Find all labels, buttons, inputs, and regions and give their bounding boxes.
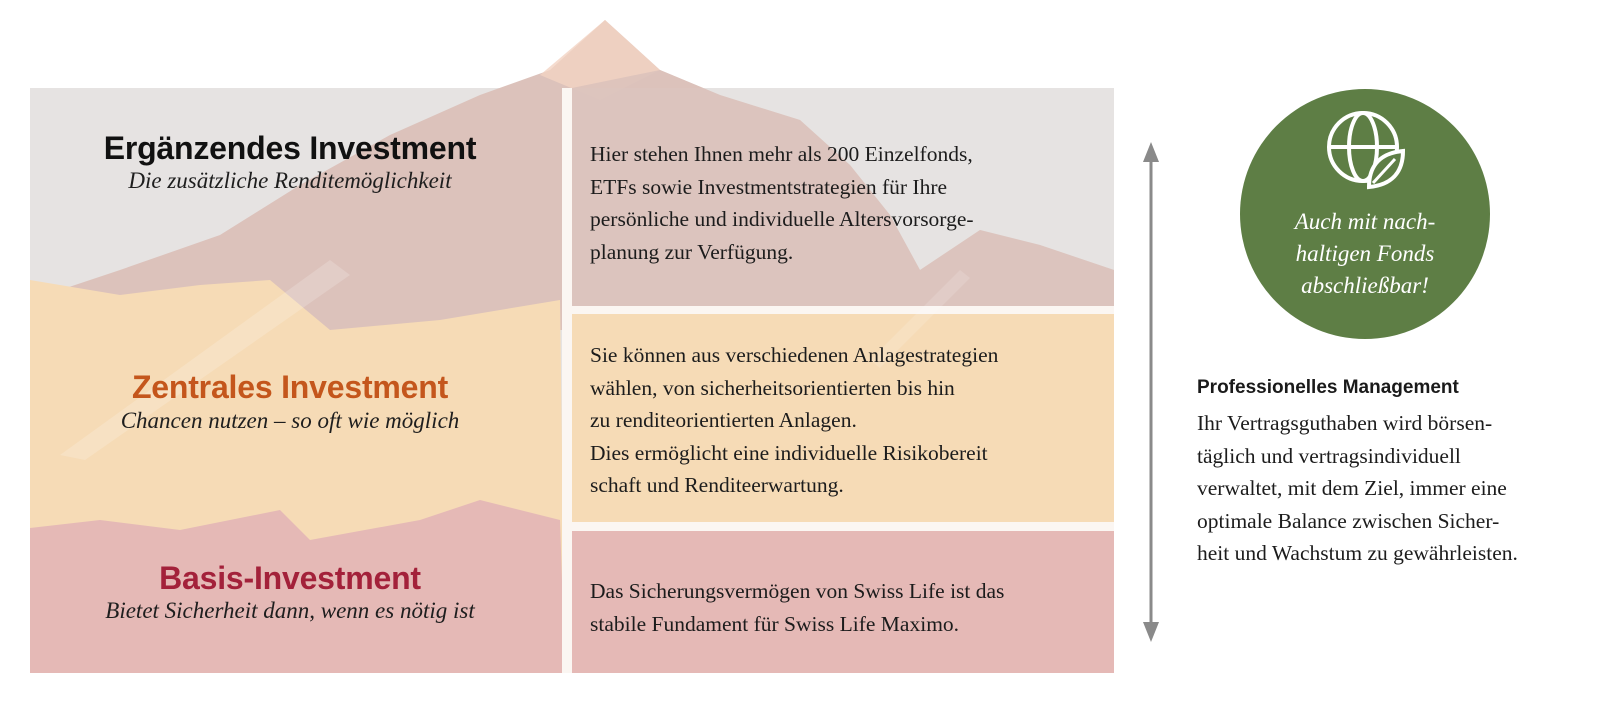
description-line: Hier stehen Ihnen mehr als 200 Einzelfonds,	[590, 142, 973, 166]
sustainable-funds-badge	[1240, 89, 1490, 339]
description-line: ETFs sowie Investmentstrategien für Ihre	[590, 174, 948, 199]
management-title: Professionelles Management	[1197, 377, 1459, 398]
description-line: stabile Fundament für Swiss Life Maximo.	[590, 611, 960, 636]
tier-description-basis	[590, 575, 1070, 640]
description-line: wählen, von sicherheitsorientierten bis hin	[590, 375, 955, 400]
management-line: optimale Balance zwischen Sicher-	[1197, 508, 1500, 533]
description-line: persönliche und individuelle Altersvorsorge-	[590, 207, 974, 231]
tier-subtitle-erganzendes: Die zusätzliche Renditemöglichkeit	[128, 168, 452, 193]
management-line: heit und Wachstum zu gewährleisten.	[1197, 541, 1518, 565]
description-line: Das Sicherungsvermögen von Swiss Life ist das	[590, 579, 1005, 603]
description-line: schaft und Renditeerwartung.	[590, 473, 844, 497]
tier-title-basis: Basis-Investment	[159, 560, 421, 596]
tier-subtitle-zentrales: Chancen nutzen – so oft wie möglich	[120, 408, 460, 433]
tier-description-zentrales	[590, 339, 1070, 502]
description-line: zu renditeorientierten Anlagen.	[590, 408, 857, 432]
globe-leaf-icon	[1323, 107, 1407, 191]
management-line: täglich und vertragsindividuell	[1197, 443, 1461, 468]
description-line: Sie können aus verschiedenen Anlagestrategien	[590, 343, 999, 367]
tier-description-erganzendes	[590, 138, 1070, 268]
description-line: Dies ermöglicht eine individuelle Risikobereit	[590, 440, 988, 465]
row-gap-2	[572, 522, 1114, 531]
badge-line: abschließbar!	[1301, 273, 1429, 298]
badge-line: Auch mit nach-	[1294, 209, 1436, 234]
badge-text	[1240, 206, 1490, 302]
column-divider	[562, 88, 572, 673]
tier-title-erganzendes: Ergänzendes Investment	[103, 130, 477, 166]
management-line: verwaltet, mit dem Ziel, immer eine	[1197, 476, 1507, 500]
description-line: planung zur Verfügung.	[590, 239, 794, 264]
row-gap-1	[572, 306, 1114, 314]
tier-title-zentrales: Zentrales Investment	[131, 369, 449, 405]
management-line: Ihr Vertragsguthaben wird börsen-	[1197, 411, 1493, 435]
growth-arrow	[1143, 142, 1159, 642]
management-text	[1197, 407, 1587, 570]
badge-line: haltigen Fonds	[1295, 241, 1435, 266]
tier-subtitle-basis: Bietet Sicherheit dann, wenn es nötig ist	[105, 598, 475, 623]
